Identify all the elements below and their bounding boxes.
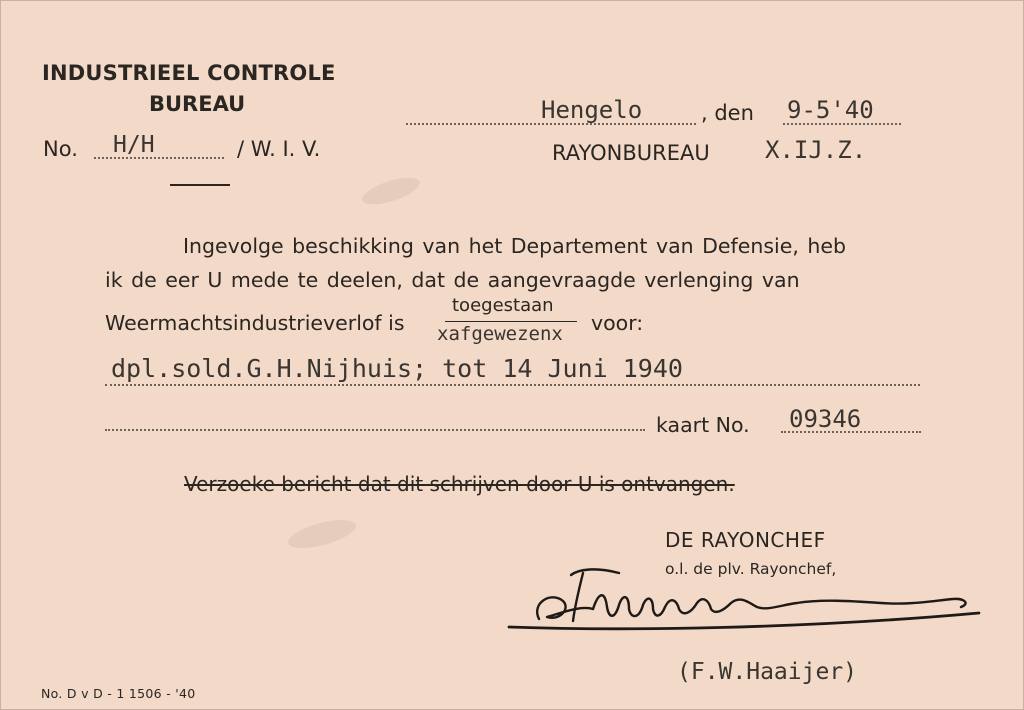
- body-line-1: Ingevolge beschikking van het Departement van Defensie, heb: [183, 234, 847, 258]
- header-rule: [170, 184, 230, 186]
- signatory-subtitle: o.l. de plv. Rayonchef,: [665, 560, 837, 578]
- reference-number-value: H/H: [113, 132, 155, 158]
- date-label: , den: [701, 101, 754, 125]
- faint-stamp-mark: [285, 514, 358, 553]
- reference-number-label: No.: [43, 137, 78, 161]
- body-line-3-prefix: Weermachtsindustrieverlof is: [105, 311, 405, 335]
- struck-request-line: Verzoeke bericht dat dit schrijven door U is ontvangen.: [184, 472, 735, 496]
- rayon-label: RAYONBUREAU: [552, 141, 710, 165]
- form-number: No. D v D - 1 1506 - '40: [41, 686, 196, 701]
- handwritten-signature: [501, 561, 991, 641]
- date-value: 9-5'40: [787, 96, 874, 124]
- option-granted: toegestaan: [452, 295, 554, 316]
- rayon-value: X.IJ.Z.: [765, 136, 867, 164]
- faint-stamp-mark: [359, 172, 422, 210]
- signatory-title: DE RAYONCHEF: [665, 528, 826, 552]
- body-line-3-suffix: voor:: [591, 311, 644, 335]
- option-refused-overtyped: xafgewezenx: [437, 323, 563, 345]
- card-number-label: kaart No.: [656, 413, 750, 437]
- subject-line: dpl.sold.G.H.Nijhuis; tot 14 Juni 1940: [111, 354, 683, 383]
- card-number-value: 09346: [789, 405, 862, 433]
- signatory-name: (F.W.Haaijer): [677, 659, 858, 685]
- reference-number-suffix: / W. I. V.: [237, 137, 321, 161]
- place-value: Hengelo: [541, 96, 643, 124]
- org-name-line2: BUREAU: [149, 92, 246, 116]
- option-divider: [445, 321, 577, 322]
- subject-dots: [105, 384, 920, 386]
- org-name-line1: INDUSTRIEEL CONTROLE: [42, 61, 336, 85]
- body-line-2: ik de eer U mede te deelen, dat de aangevraagde verlenging van: [105, 268, 800, 292]
- card-line-dots: [105, 429, 645, 431]
